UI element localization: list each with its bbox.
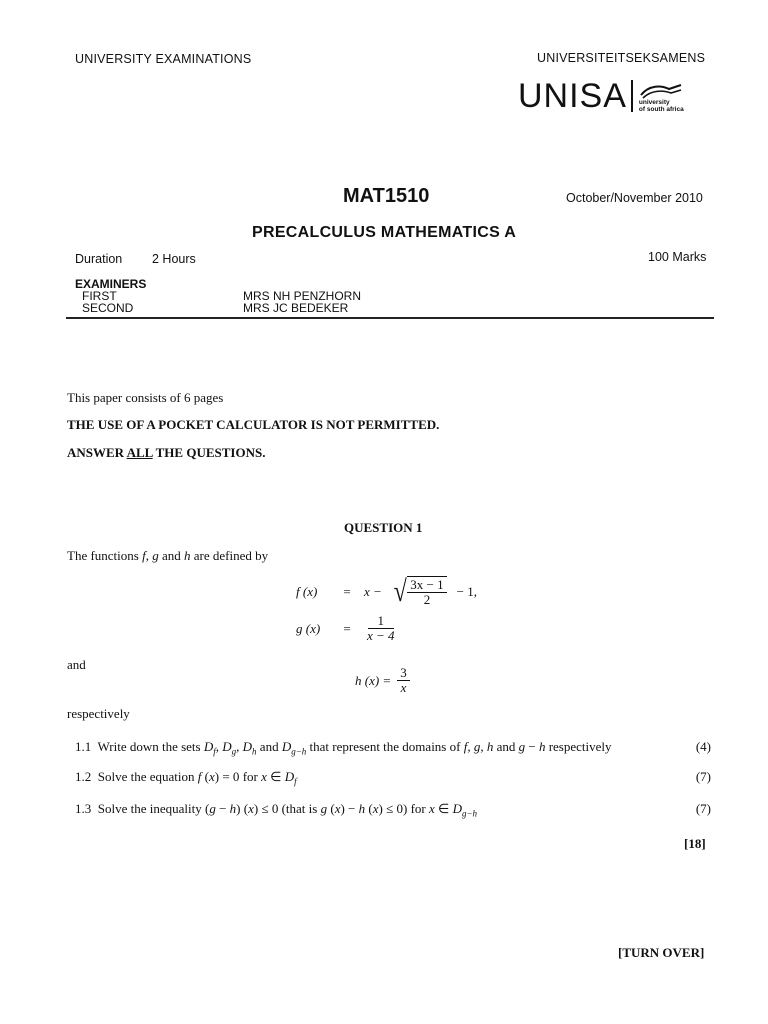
f-equals: = [343, 583, 351, 599]
header-rule [66, 317, 714, 319]
question-heading: QUESTION 1 [344, 520, 423, 535]
first-examiner-label: FIRST [82, 289, 117, 303]
g-numerator: 1 [368, 614, 395, 629]
intro-sep: , [145, 548, 153, 563]
item-marks: (7) [695, 769, 711, 784]
logo-word: UNISA [518, 76, 627, 115]
h-fraction [397, 666, 410, 696]
question-item-1-3: 1.3 Solve the inequality (g − h) (x) ≤ 0 (that is g (x) − h (x) ≤ 0) for x ∈ $D_{g-h}$ (7) [75, 801, 711, 819]
equation-h [355, 666, 410, 696]
header-right: UNIVERSITEITSEKSAMENS [537, 51, 706, 65]
item-text: Solve the equation [97, 769, 198, 784]
question-intro [67, 548, 268, 564]
f-numerator: 3x − 1 [407, 578, 446, 593]
f-denominator: 2 [423, 592, 431, 608]
duration-value: 2 Hours [152, 252, 196, 266]
logo-emblem [639, 83, 684, 113]
intro-h: h [184, 548, 191, 563]
examiners-label: EXAMINERS [75, 277, 147, 291]
h-lhs: h (x) = [355, 672, 392, 688]
item-marks: (4) [695, 739, 711, 754]
g-fraction [364, 614, 398, 644]
g-denominator: x − 4 [367, 628, 395, 644]
item-number: 1.3 [75, 801, 92, 816]
course-title: PRECALCULUS MATHEMATICS A [252, 224, 517, 241]
g-lhs: g (x) [296, 620, 321, 636]
and-text: and [67, 657, 86, 672]
intro-f: f [142, 548, 146, 563]
total-marks: 100 Marks [648, 250, 707, 264]
turn-over: [TURN OVER] [618, 945, 705, 960]
intro-text: The functions [67, 548, 143, 563]
item-text-c: ) for [402, 801, 429, 816]
second-examiner-name: MRS JC BEDEKER [243, 301, 349, 315]
logo-wave-icon [639, 83, 683, 99]
h-numerator: 3 [397, 666, 410, 681]
page-count: This paper consists of 6 pages [67, 390, 224, 405]
calculator-notice: THE USE OF A POCKET CALCULATOR IS NOT PERMITTED. [67, 417, 440, 432]
exam-date: October/November 2010 [566, 191, 703, 205]
item-number: 1.1 [75, 739, 92, 754]
logo-divider [631, 80, 633, 112]
item-text-c: respectively [545, 739, 612, 754]
item-text-b: (that is [278, 801, 321, 816]
logo-sub-2: of south africa [638, 106, 684, 113]
intro-and: and [158, 548, 184, 563]
duration-label: Duration [75, 252, 123, 266]
item-text: Solve the inequality [97, 801, 205, 816]
answer-suffix: THE QUESTIONS. [152, 445, 266, 460]
h-denominator: x [400, 680, 407, 696]
item-number: 1.2 [75, 769, 92, 784]
f-tail: − 1, [456, 583, 477, 599]
domain-sets: $D_f$, $D_g$, $D_h$ [203, 739, 257, 757]
question-item-1-1: 1.1 Write down the sets $D_f$, $D_g$, $D_h$ and $D_{g-h}$ that represent the domains of f, g, h and g − h respectively (4) [75, 739, 711, 757]
g-equals: = [343, 620, 351, 636]
answer-all: ALL [126, 445, 153, 460]
item-text-b: that represent the domains of [306, 739, 464, 754]
question-item-1-2: 1.2 Solve the equation f (x) = 0 for x ∈ $D_f$ (7) [75, 769, 711, 787]
course-code: MAT1510 [343, 185, 430, 207]
equation-f [296, 576, 477, 608]
equation-g [296, 614, 398, 644]
logo-sub-1: university [638, 99, 670, 106]
second-examiner-label: SECOND [82, 301, 134, 315]
f-lhs: f (x) [296, 583, 318, 599]
answer-instruction [67, 445, 265, 461]
respectively-text: respectively [67, 706, 130, 721]
intro-g: g [152, 548, 159, 563]
f-fraction [407, 578, 446, 608]
item-marks: (7) [695, 801, 711, 816]
f-x: x − [364, 583, 382, 599]
item-text: Write down the sets [97, 739, 204, 754]
domain-g-minus-h: $D_{g-h}$ [281, 739, 307, 757]
sqrt-symbol [392, 576, 447, 608]
radical-icon: √ [393, 574, 407, 608]
header-left: UNIVERSITY EXAMINATIONS [75, 52, 252, 66]
question-total: [18] [684, 836, 706, 851]
answer-prefix: ANSWER [67, 445, 127, 460]
unisa-logo [518, 76, 684, 116]
item-text-b: for [239, 769, 262, 784]
first-examiner-name: MRS NH PENZHORN [243, 289, 362, 303]
intro-tail: are defined by [190, 548, 269, 563]
